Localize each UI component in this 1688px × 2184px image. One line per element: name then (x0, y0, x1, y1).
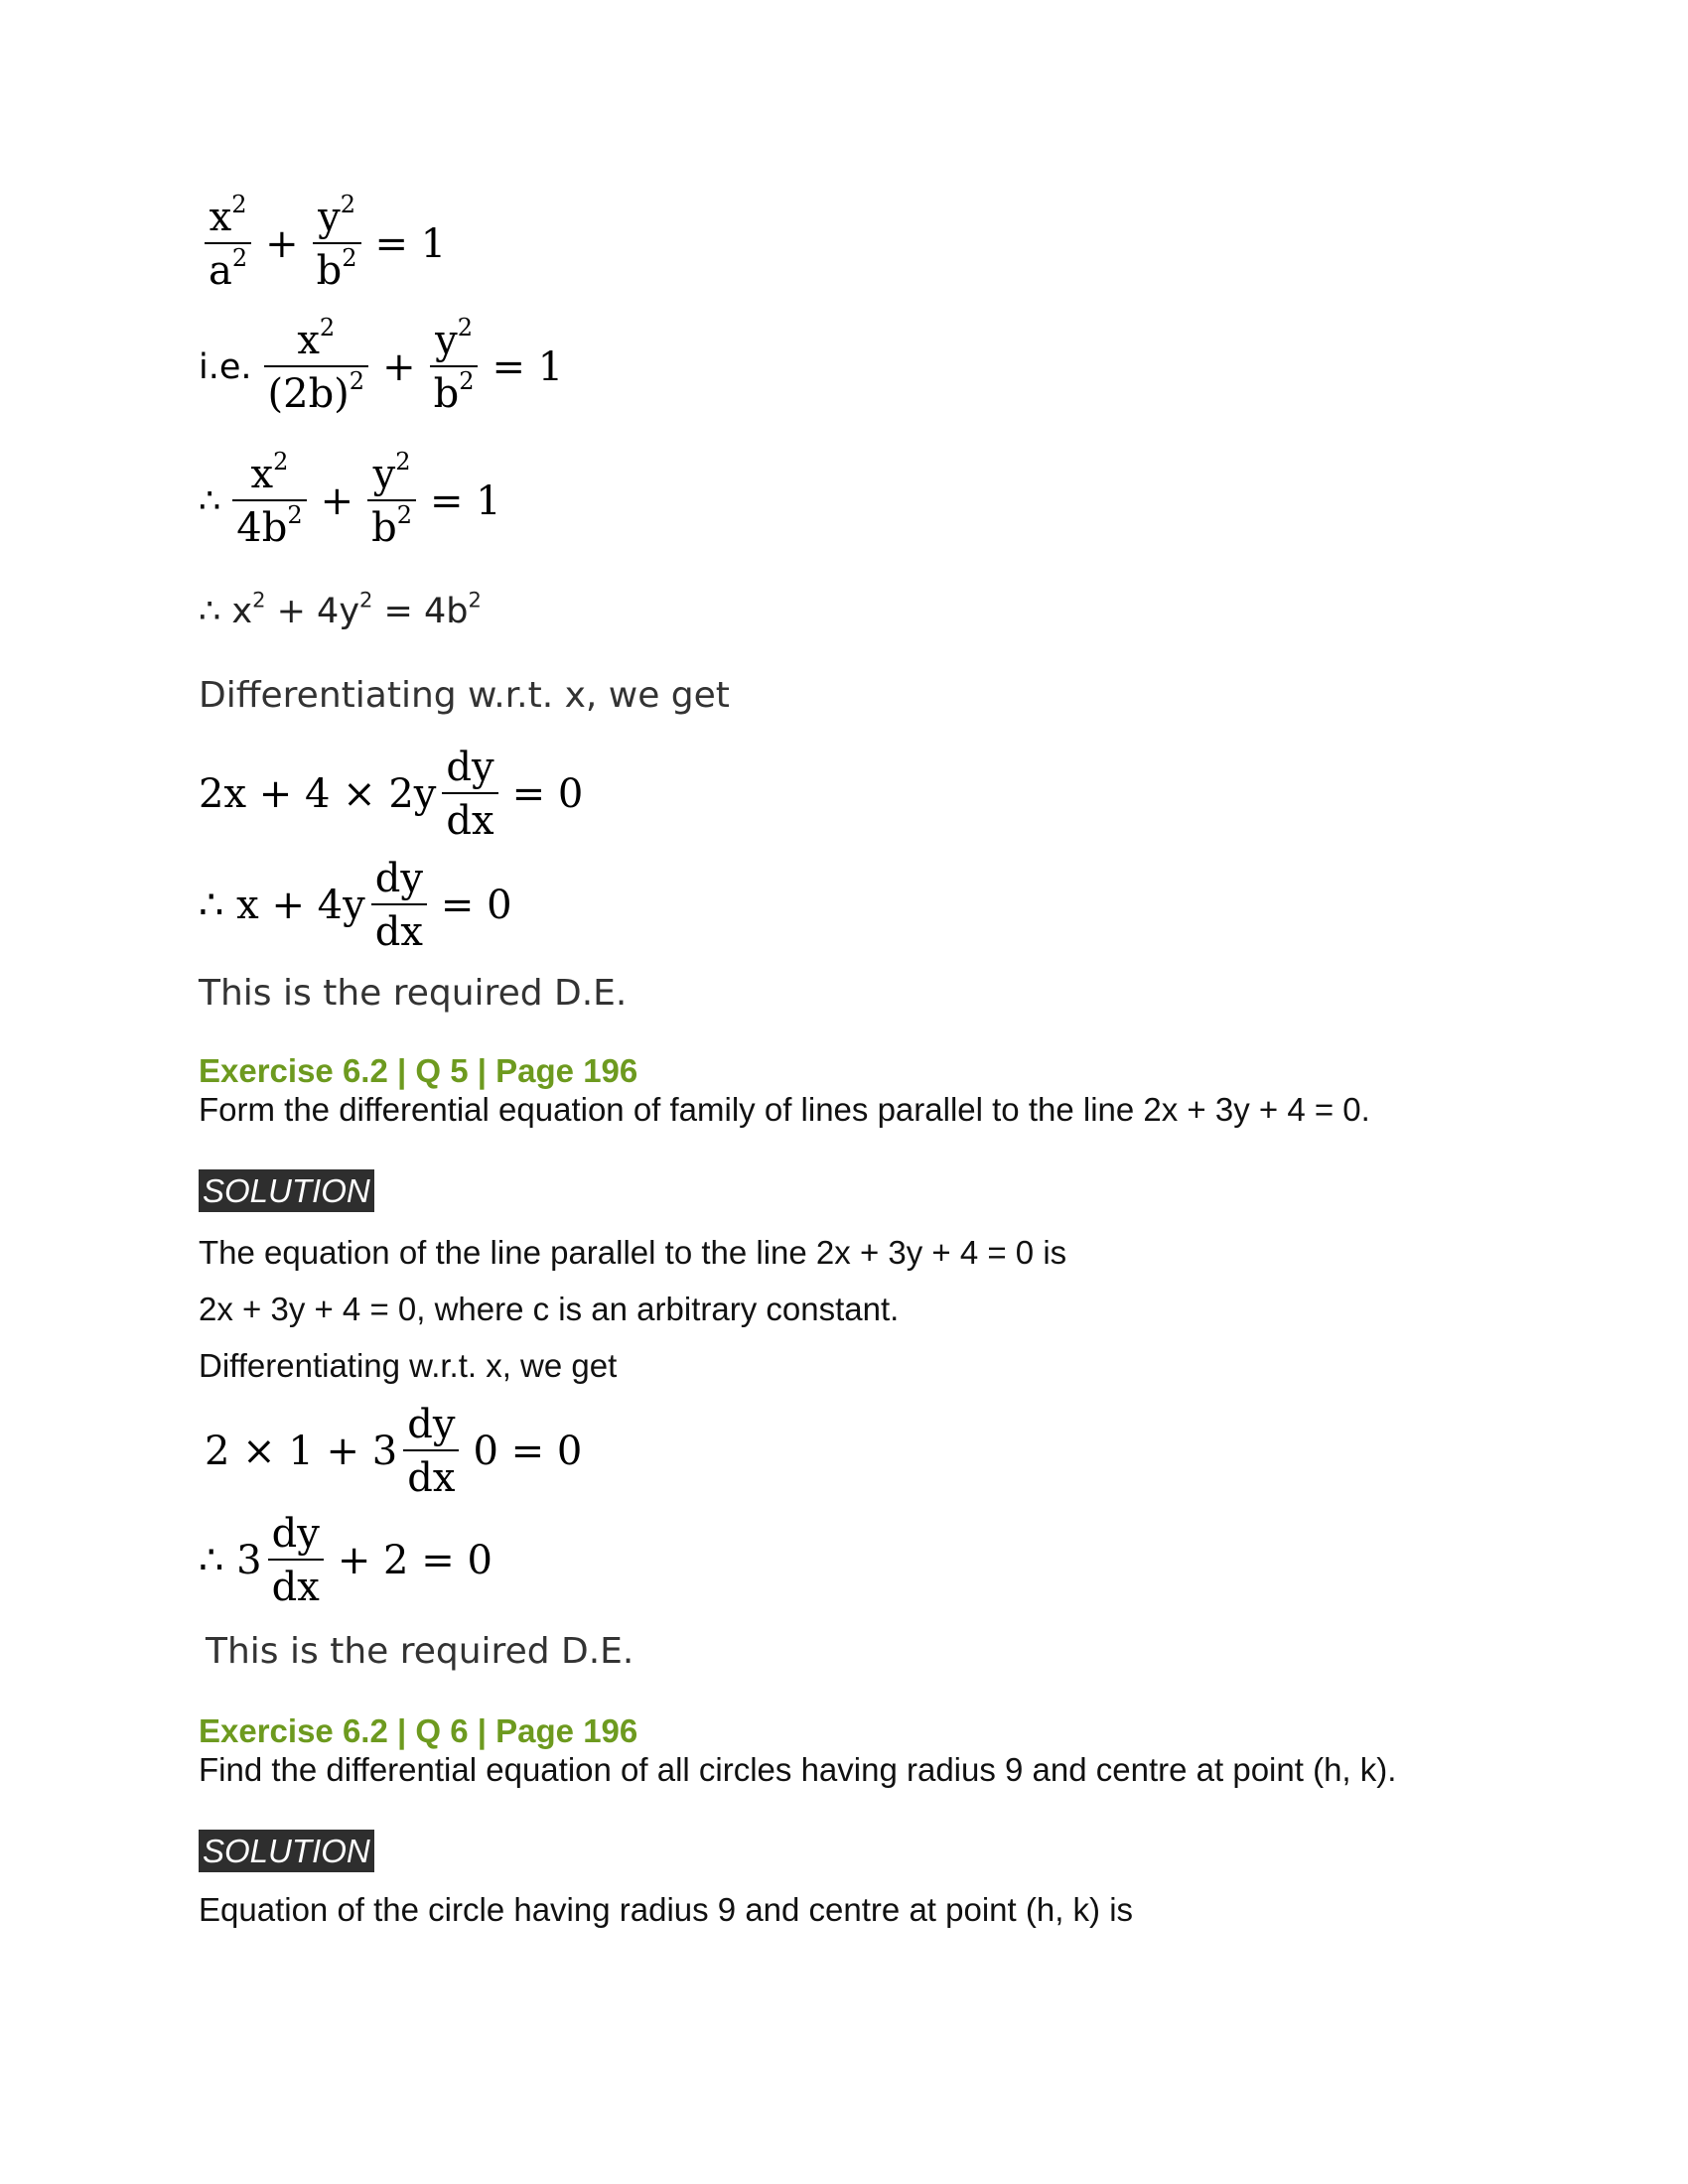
solution-text-line: Differentiating w.r.t. x, we get (199, 1347, 618, 1384)
solution-text-line: 2x + 3y + 4 = 0, where c is an arbitrary constant. (199, 1291, 900, 1327)
required-de-text: This is the required D.E. (206, 1631, 634, 1672)
equation-derivative-4: ∴ 3 $\frac{dy}{dx}$ + 2 = 0 (199, 1511, 492, 1610)
equation-derivative-1: 2x + 4 × 2y $\frac{dy}{dx}$ = 0 (199, 745, 584, 844)
fraction-dy-dx: $\frac{dy}{dx}$ (442, 745, 497, 844)
question-text-q5: Form the differential equation of family of lines parallel to the line 2x + 3y + 4 = 0. (199, 1091, 1370, 1128)
fraction-x2-4b2: $\frac{x^2}{4b^2}$ (232, 452, 306, 551)
solution-badge: SOLUTION (199, 1830, 374, 1872)
fraction-dy-dx: $\frac{dy}{dx}$ (371, 856, 427, 955)
fraction-y2-b2: $\frac{y^2}{b^2}$ (313, 195, 361, 294)
equation-derivative-2: ∴ x + 4y $\frac{dy}{dx}$ = 0 (199, 856, 512, 955)
fraction-dy-dx: $\frac{dy}{dx}$ (268, 1511, 324, 1610)
question-text-q6: Find the differential equation of all circles having radius 9 and centre at point (h, k). (199, 1751, 1397, 1788)
required-de-text: This is the required D.E. (199, 973, 628, 1014)
solution-text-line: The equation of the line parallel to the line 2x + 3y + 4 = 0 is (199, 1234, 1067, 1271)
fraction-x2-a2: $\frac{x^2}{a^2}$ (205, 195, 251, 294)
equation-derivative-3: 2 × 1 + 3 $\frac{dy}{dx}$ 0 = 0 (205, 1402, 583, 1501)
fraction-y2-b2: $\frac{y^2}{b^2}$ (430, 318, 479, 417)
exercise-heading-q6[interactable]: Exercise 6.2 | Q 6 | Page 196 (199, 1712, 638, 1749)
equation-ellipse-standard: $\frac{x^2}{a^2}$ + $\frac{y^2}{b^2}$ = 1 (199, 195, 454, 294)
solution-text-line: Equation of the circle having radius 9 and centre at point (h, k) is (199, 1891, 1134, 1928)
solution-badge: SOLUTION (199, 1169, 374, 1212)
exercise-heading-q5[interactable]: Exercise 6.2 | Q 5 | Page 196 (199, 1052, 638, 1089)
equation-ellipse-simplified: ∴ $\frac{x^2}{4b^2}$ + $\frac{y^2}{b^2}$ = 1 (199, 448, 501, 551)
fraction-dy-dx: $\frac{dy}{dx}$ (403, 1402, 459, 1501)
differentiating-text: Differentiating w.r.t. x, we get (199, 675, 730, 716)
equation-ellipse-substituted: i.e. $\frac{x^2}{(2b)^2}$ + $\frac{y^2}{b^2}$ = 1 (199, 314, 564, 417)
fraction-y2-b2: $\frac{y^2}{b^2}$ (367, 452, 416, 551)
equation-x2-4y2: ∴ $x^2 + 4y^2 = 4b^2$ (199, 588, 482, 631)
fraction-x2-2b2: $\frac{x^2}{(2b)^2}$ (264, 318, 369, 417)
